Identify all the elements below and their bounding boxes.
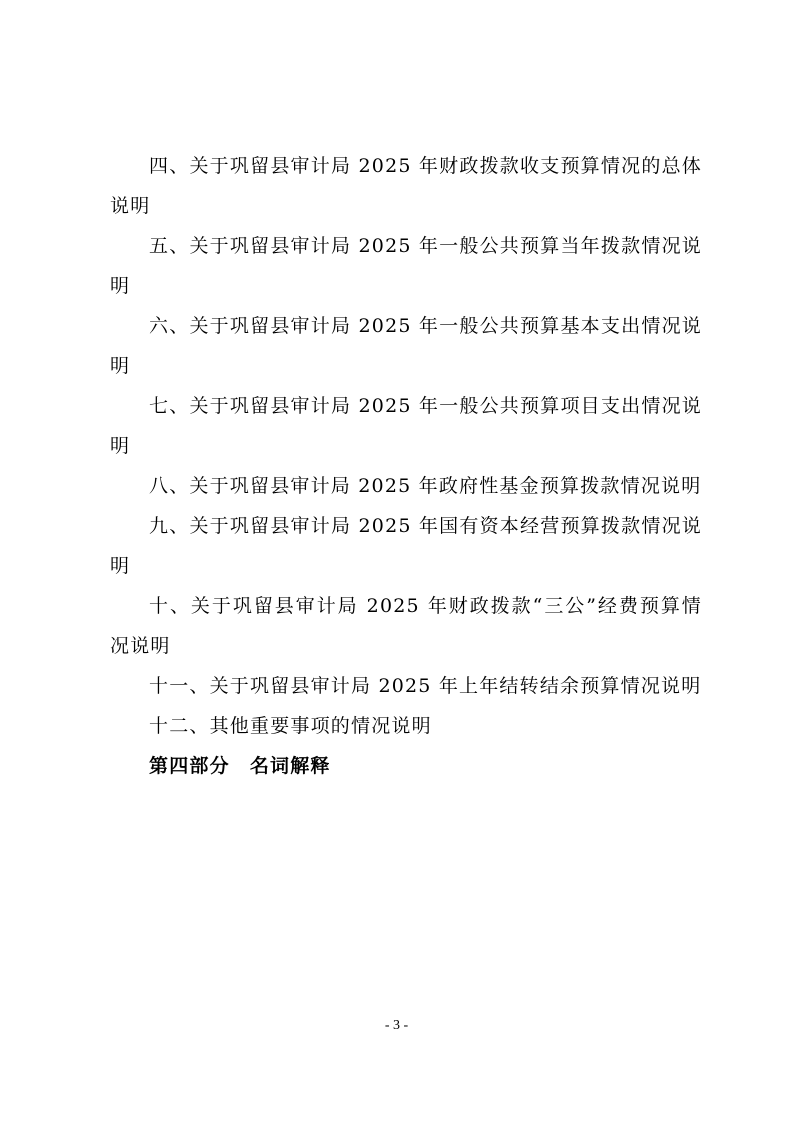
section-heading [110, 746, 702, 786]
toc-item-8: 八、关于巩留县审计局 2025 年政府性基金预算拨款情况说明 [149, 475, 702, 497]
toc-item-9: 九、关于巩留县审计局 2025 年国有资本经营预算拨款情况说明 [110, 515, 702, 577]
page-number: - 3 - [384, 1018, 409, 1033]
toc-item-4: 四、关于巩留县审计局 2025 年财政拨款收支预算情况的总体说明 [110, 155, 702, 217]
section-heading-title: 名词解释 [249, 755, 331, 777]
toc-item-6: 六、关于巩留县审计局 2025 年一般公共预算基本支出情况说明 [110, 315, 702, 377]
toc-item-5: 五、关于巩留县审计局 2025 年一般公共预算当年拨款情况说明 [110, 235, 702, 297]
toc-item-11: 十一、关于巩留县审计局 2025 年上年结转结余预算情况说明 [149, 675, 702, 697]
toc-item-7: 七、关于巩留县审计局 2025 年一般公共预算项目支出情况说明 [110, 395, 702, 457]
table-of-contents [110, 146, 702, 786]
section-heading-part: 第四部分 [149, 755, 230, 777]
toc-item-12: 十二、其他重要事项的情况说明 [149, 715, 432, 737]
toc-item-10: 十、关于巩留县审计局 2025 年财政拨款“三公”经费预算情况说明 [110, 595, 702, 657]
